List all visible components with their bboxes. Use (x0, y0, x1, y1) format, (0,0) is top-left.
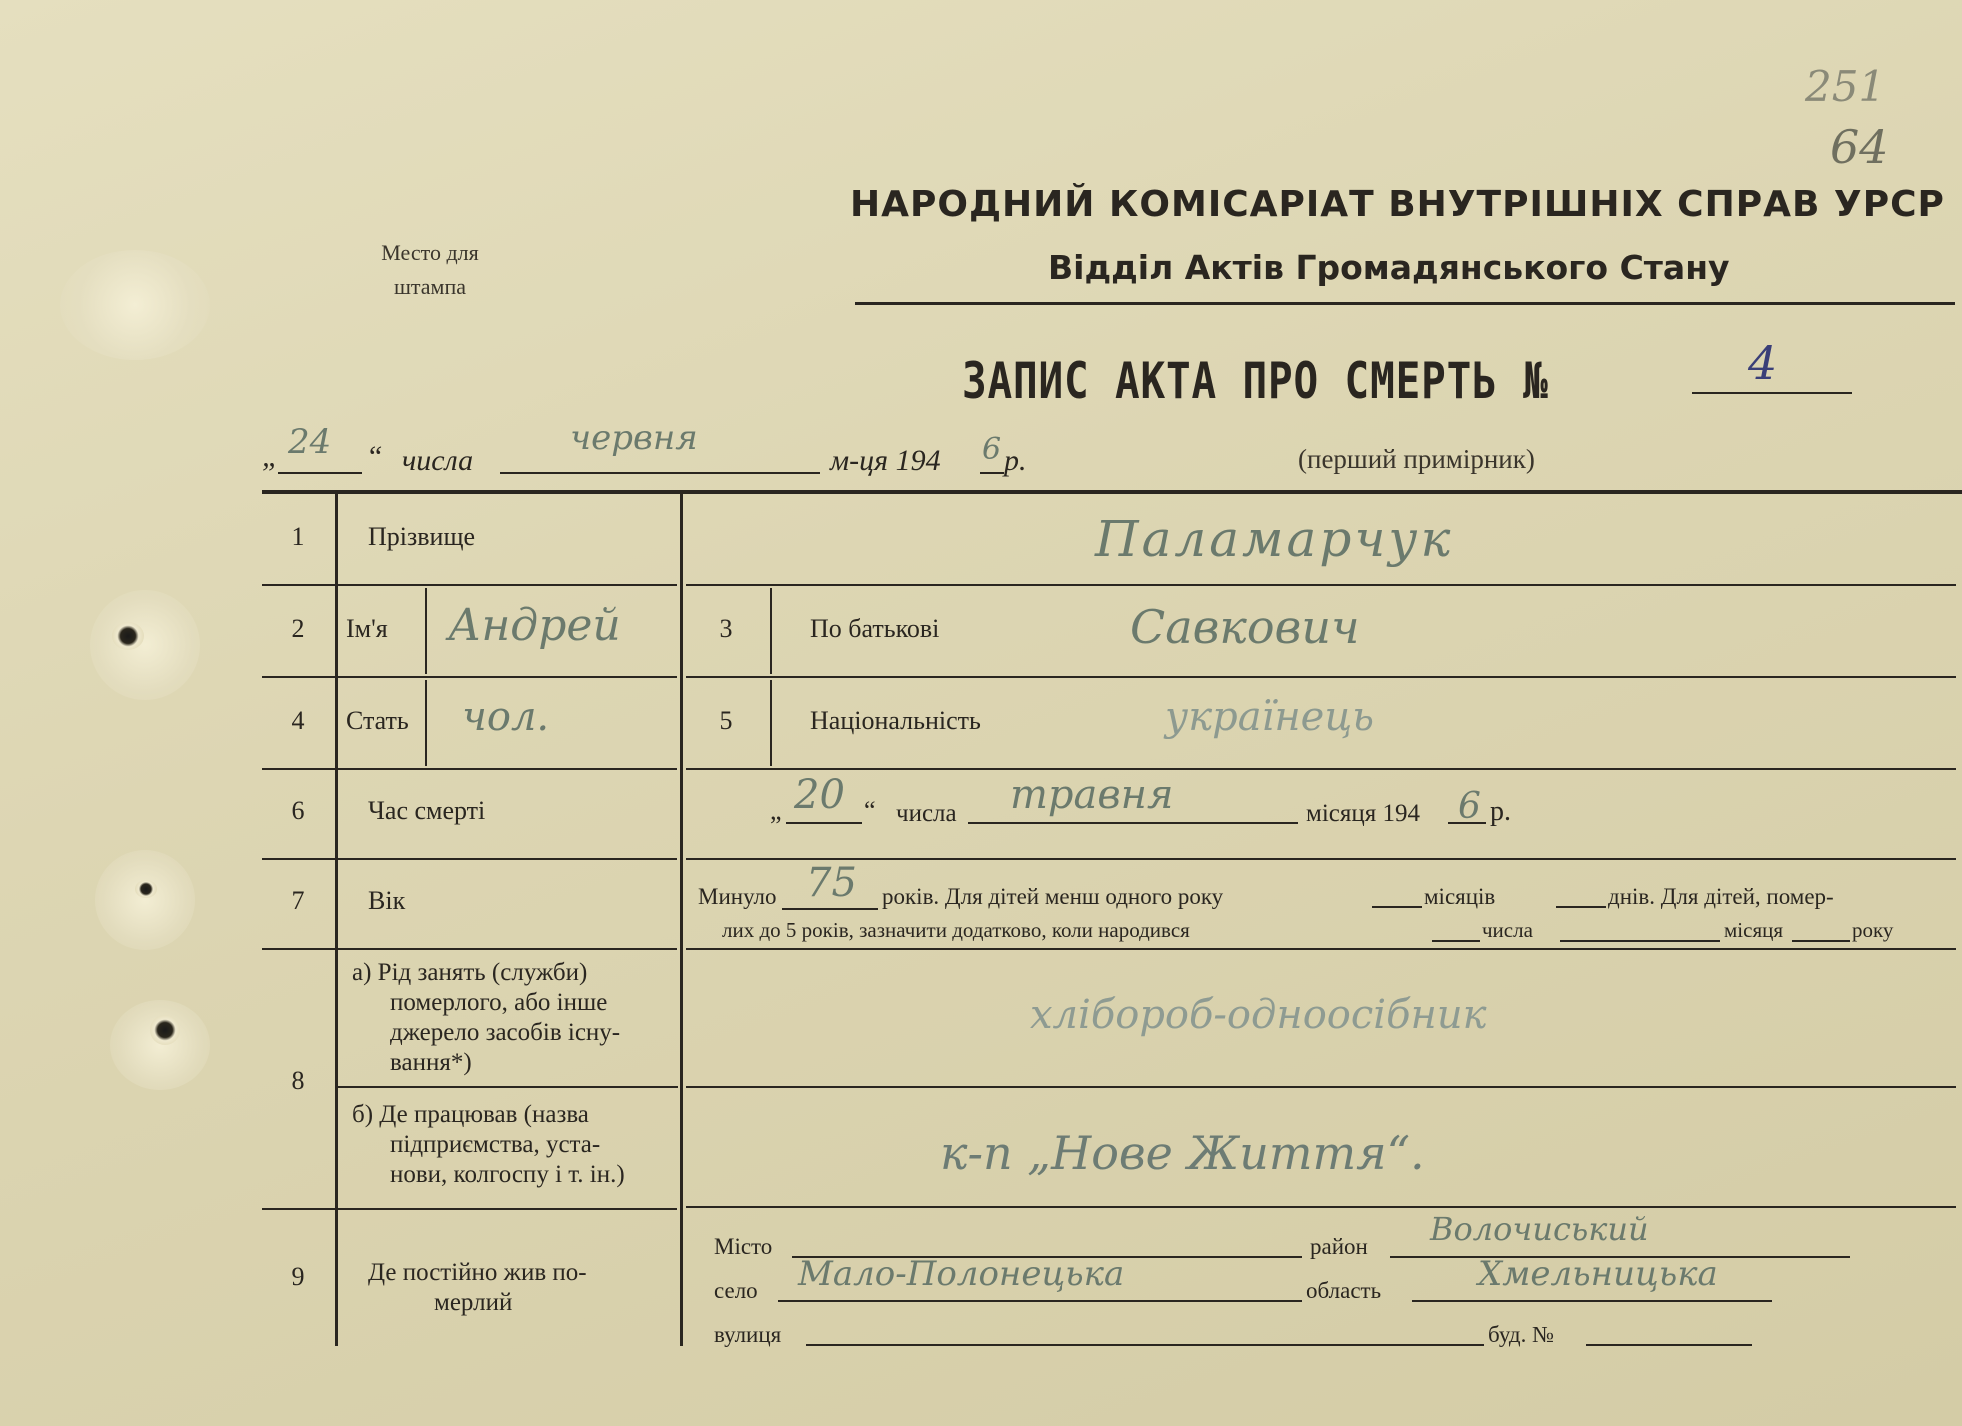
row-rule (686, 858, 1956, 860)
header-rule (855, 302, 1955, 305)
age-text-1: років. Для дітей менш одного року (882, 884, 1224, 909)
row-number: 5 (719, 706, 733, 735)
house-label: буд. № (1488, 1322, 1555, 1347)
row-rule (262, 858, 677, 860)
nationality-label: Національність (810, 706, 981, 735)
record-number-line (1692, 392, 1852, 394)
age-day-line (1432, 940, 1480, 942)
record-title: ЗАПИС АКТА ПРО СМЕРТЬ № (962, 352, 1549, 410)
stamp-label-1: Место для (381, 240, 479, 265)
death-day-line (786, 822, 862, 824)
age-year-line (1792, 940, 1850, 942)
first-name-label: Ім'я (346, 614, 388, 643)
death-year-digit: 6 (1458, 786, 1481, 827)
city-label: Місто (714, 1234, 773, 1259)
date-day: 24 (288, 422, 332, 462)
street-label: вулиця (714, 1322, 782, 1347)
death-month-line (968, 822, 1298, 824)
date-day-line (278, 472, 362, 474)
table-col-rule (335, 494, 338, 1346)
surname-value: Паламарчук (1095, 510, 1454, 568)
row-number: 7 (291, 886, 305, 915)
death-day: 20 (794, 772, 845, 818)
age-text-2: лих до 5 років, зазначити додатково, коли народився (722, 918, 1190, 942)
cell-rule (770, 680, 772, 766)
age-passed-label: Минуло (698, 884, 777, 909)
street-line (806, 1344, 1484, 1346)
row-number: 4 (291, 706, 305, 735)
row-rule (262, 768, 677, 770)
village-value: Мало-Полонецька (798, 1254, 1125, 1294)
date-month-label: м-ця 194 (830, 444, 941, 477)
age-years-line (782, 908, 878, 910)
workplace-label-line: підприємства, уста- (390, 1131, 601, 1158)
row-rule (686, 948, 1956, 950)
row-number: 2 (291, 614, 305, 643)
region-label: область (1306, 1278, 1382, 1303)
row-rule (262, 676, 677, 678)
paper-stain (90, 590, 200, 700)
row-rule (262, 948, 677, 950)
district-label: район (1310, 1234, 1368, 1259)
paper-stain (110, 1000, 210, 1090)
cell-rule (425, 588, 427, 674)
residence-label-line: Де постійно жив по- (368, 1259, 587, 1286)
date-month-line (500, 472, 820, 474)
region-line (1412, 1300, 1772, 1302)
stamp-label-2: штампа (393, 274, 467, 299)
row-rule (686, 584, 1956, 586)
archive-mark-top: 251 (1805, 62, 1886, 111)
death-time-label: Час смерті (368, 796, 486, 825)
patronymic-value: Савкович (1130, 600, 1360, 654)
date-open-quote: „ (262, 440, 279, 473)
punch-hole (135, 880, 157, 898)
cell-rule (425, 680, 427, 766)
age-days-line (1556, 906, 1606, 908)
house-line (1586, 1344, 1752, 1346)
occupation-label (352, 958, 682, 1078)
row-rule (686, 1086, 1956, 1088)
age-years: 75 (806, 860, 857, 906)
age-day-label: числа (1482, 918, 1533, 942)
region-value: Хмельницька (1478, 1254, 1718, 1294)
nationality-value: українець (1165, 694, 1375, 740)
row-rule (686, 1206, 1956, 1208)
stamp-placeholder (340, 236, 520, 304)
age-month-line (1560, 940, 1720, 942)
row-number: 1 (291, 522, 305, 551)
row-rule (686, 768, 1956, 770)
workplace-label-line: нови, колгоспу і т. ін.) (390, 1161, 625, 1188)
date-day-label: числа (402, 444, 474, 477)
copy-note: (перший примірник) (1298, 444, 1535, 474)
date-month: червня (570, 418, 698, 458)
age-months-label: місяців (1424, 884, 1496, 909)
punch-hole (150, 1015, 180, 1045)
sex-label: Стать (346, 706, 409, 735)
death-close-quote: “ (864, 796, 876, 825)
archive-mark-bottom: 64 (1830, 120, 1889, 174)
workplace-label-line: б) Де працював (назва (352, 1101, 589, 1128)
death-month-label: місяця 194 (1306, 800, 1420, 827)
ministry-title: НАРОДНИЙ КОМІСАРІАТ ВНУТРІШНІХ СПРАВ УРСР (850, 184, 1945, 225)
table-col-rule (680, 494, 683, 1346)
workplace-label (352, 1100, 682, 1190)
surname-label: Прізвище (368, 522, 476, 551)
punch-hole (112, 622, 144, 650)
death-open-quote: „ (770, 796, 782, 825)
death-day-label: числа (896, 800, 957, 827)
occupation-label-line: вання*) (390, 1049, 472, 1076)
death-month: травня (1010, 772, 1174, 818)
department-title: Відділ Актів Громадянського Стану (1048, 248, 1730, 287)
date-year-suffix: р. (1004, 444, 1027, 477)
table-top-rule (262, 490, 1962, 494)
row-rule (686, 676, 1956, 678)
cell-rule (770, 588, 772, 674)
age-month-label: місяця (1724, 918, 1784, 942)
age-months-line (1372, 906, 1422, 908)
age-year-label: року (1852, 918, 1894, 942)
date-year-digit: 6 (982, 432, 1002, 467)
sex-value: чол. (462, 694, 550, 740)
workplace-value: к-п „Нове Життя“. (940, 1126, 1425, 1180)
record-number: 4 (1748, 336, 1778, 390)
occupation-value: хлібороб-одноосібник (1030, 992, 1487, 1038)
row-rule (338, 1086, 678, 1088)
row-number: 6 (291, 796, 305, 825)
occupation-label-line: а) Рід занять (служби) (352, 959, 588, 986)
residence-label-line: мерлий (434, 1289, 513, 1316)
district-value: Волочиський (1430, 1210, 1649, 1248)
date-close-quote: “ (366, 440, 383, 473)
row-number: 8 (291, 1066, 305, 1095)
village-line (778, 1300, 1302, 1302)
row-number: 3 (719, 614, 733, 643)
death-year-suffix: р. (1490, 796, 1511, 827)
paper-stain (95, 850, 195, 950)
row-rule (262, 584, 677, 586)
residence-label (368, 1258, 668, 1318)
age-days-label: днів. Для дітей, помер- (1608, 884, 1834, 909)
row-number: 9 (291, 1262, 305, 1291)
occupation-label-line: померлого, або інше (390, 989, 608, 1016)
date-year-line (980, 472, 1004, 474)
age-label: Вік (368, 886, 406, 915)
village-label: село (714, 1278, 758, 1303)
occupation-label-line: джерело засобів існу- (390, 1019, 621, 1046)
patronymic-label: По батькові (810, 614, 940, 643)
row-rule (262, 1208, 677, 1210)
first-name-value: Андрей (448, 600, 621, 651)
paper-stain (60, 250, 210, 360)
